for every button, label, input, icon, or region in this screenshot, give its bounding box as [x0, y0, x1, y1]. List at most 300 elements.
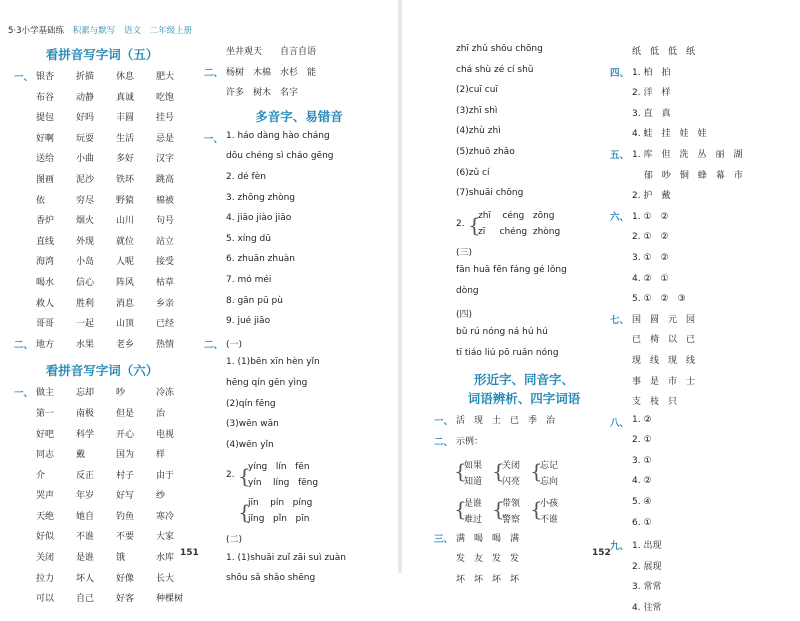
- question-number: 五、: [610, 149, 630, 161]
- example-word: 小孩: [540, 498, 559, 509]
- answer-row: [14, 509, 190, 530]
- answer-text: 坐井观天 自言自语: [226, 47, 317, 57]
- answer-text: 坏 坏 坏 坏: [456, 574, 520, 585]
- answer-row: [204, 213, 394, 234]
- answer-text: 7. mó méi: [226, 274, 272, 285]
- brace-icon: {: [530, 458, 543, 483]
- answer-row: [434, 434, 614, 455]
- answer-word: 大家: [156, 532, 175, 543]
- answer-word: 拉力: [36, 573, 55, 584]
- answer-row: [14, 193, 190, 214]
- answer-word: 海湾: [36, 257, 55, 268]
- answer-word: 挂号: [156, 113, 175, 124]
- answer-word: 第一: [36, 408, 55, 419]
- answer-text: (4)zhù zhì: [456, 126, 501, 137]
- answer-row: [204, 573, 394, 594]
- answer-word: 小曲: [76, 154, 95, 165]
- answer-row: [610, 188, 790, 209]
- answer-word: 乡亲: [156, 298, 175, 309]
- question-number: 九、: [610, 541, 630, 553]
- question-number: 二、: [204, 339, 224, 351]
- answer-word: 喝水: [36, 277, 55, 288]
- answer-row: [610, 476, 790, 497]
- grade-label: 二年级上册: [149, 26, 193, 36]
- pinyin-top: zhī céng zōng: [478, 210, 555, 221]
- word-answers-2: [434, 531, 614, 593]
- answer-row: [434, 413, 614, 434]
- question-number: 七、: [610, 314, 630, 326]
- answer-word: 依: [36, 195, 46, 206]
- answer-row: [610, 435, 790, 456]
- answer-row: [610, 497, 790, 518]
- pinyin-bottom: yín líng fēng: [248, 478, 319, 489]
- answer-word: 已经: [156, 319, 175, 330]
- answer-word: 由于: [156, 470, 175, 481]
- answer-row: [434, 168, 614, 189]
- answer-text: 5. ④: [632, 497, 652, 508]
- question-number: 四、: [610, 67, 630, 79]
- answer-word: 消息: [116, 298, 135, 309]
- answer-row: [610, 353, 790, 374]
- answer-text: 国 圆 元 园: [632, 314, 696, 325]
- answer-row: [434, 85, 614, 106]
- answer-text: (四): [456, 309, 473, 320]
- brand-label: 5·3小学基础练: [8, 26, 65, 36]
- answer-text: (5)zhuō zhǎo: [456, 146, 515, 157]
- answer-word: 坏人: [76, 573, 95, 584]
- answer-row: [14, 571, 190, 592]
- answer-word: 长大: [156, 573, 175, 584]
- answer-word: 图画: [36, 174, 55, 185]
- left-page: [0, 0, 400, 605]
- answer-word: 反正: [76, 470, 95, 481]
- answer-word: 接受: [156, 257, 175, 268]
- answer-word: 休息: [116, 72, 135, 82]
- answer-text: 郁 吵 铜 蜂 幕 市: [632, 170, 743, 181]
- answer-row: [204, 44, 394, 65]
- answer-row: [14, 110, 190, 131]
- answer-text: 4. 蛙 挂 娃 娃: [632, 129, 707, 140]
- pinyin-top: yíng lín fēn: [248, 462, 310, 473]
- pinyin-brace-group-2: [434, 209, 614, 245]
- example-word: 忘向: [540, 476, 559, 487]
- answer-word: 泥沙: [76, 174, 95, 185]
- answer-text: 1. (1)shuāi zuǐ zāi suì zuàn: [226, 552, 346, 563]
- answer-text: 1. 柏 拍: [632, 67, 671, 78]
- answer-row: [204, 85, 394, 106]
- answer-word: 信心: [76, 277, 95, 288]
- answer-word: 站立: [156, 236, 175, 247]
- answer-row: [204, 553, 394, 574]
- answer-row: [204, 399, 394, 420]
- answer-word: 野猿: [116, 195, 135, 206]
- answer-row: [610, 312, 790, 333]
- answer-text: 5. ① ② ③: [632, 294, 686, 305]
- answer-text: (7)shuāi chōng: [456, 188, 524, 199]
- answer-row: [610, 168, 790, 189]
- brace-icon: {: [492, 458, 505, 483]
- answer-row: [14, 213, 190, 234]
- answer-row: [610, 147, 790, 168]
- answer-word: 好写: [116, 491, 135, 502]
- answer-row: [610, 394, 790, 415]
- answer-row: [204, 532, 394, 553]
- section-title-6: 看拼音写字词（六）: [45, 363, 159, 379]
- answer-row: [204, 378, 394, 399]
- answer-row: [14, 427, 190, 448]
- answer-word: 村子: [116, 470, 135, 481]
- answer-text: (一): [226, 339, 243, 350]
- left-column-2: [204, 44, 394, 594]
- answer-text: 发 友 发 发: [456, 554, 520, 565]
- answer-row: [610, 538, 790, 559]
- answer-row: [610, 600, 790, 621]
- answer-word: 南极: [76, 408, 95, 419]
- answer-row: [610, 291, 790, 312]
- answer-text: 3. 直 真: [632, 108, 671, 119]
- example-word: 知道: [464, 476, 483, 487]
- answer-row: [434, 147, 614, 168]
- question-number: 八、: [610, 417, 630, 429]
- answer-row: [434, 188, 614, 209]
- answer-word: 钓鱼: [116, 511, 135, 522]
- answer-word: 好像: [116, 573, 135, 584]
- question-number: 三、: [434, 533, 454, 545]
- answer-text: 3. ① ②: [632, 252, 669, 263]
- answer-word: 就位: [116, 236, 135, 247]
- section-title-polyphone: 多音字、易错音: [255, 108, 343, 124]
- answer-word: 汉字: [156, 154, 175, 165]
- answer-text: 1. (1)bēn xīn hèn yǐn: [226, 357, 320, 368]
- word-brace-groups: [434, 455, 614, 531]
- answer-word: 戴: [76, 450, 86, 461]
- answer-text: 3. 常常: [632, 582, 662, 593]
- char-answers: [610, 44, 790, 621]
- answer-row: [434, 286, 614, 307]
- answer-row: [610, 559, 790, 580]
- answer-word: 国为: [116, 450, 135, 461]
- answer-text: 纸 低 低 纸: [632, 47, 696, 57]
- answer-row: [14, 151, 190, 172]
- answer-text: 事 是 市 士: [632, 376, 696, 387]
- answer-row: [434, 265, 614, 286]
- answer-row: [204, 234, 394, 255]
- answer-row: [434, 572, 614, 593]
- answer-row: [14, 488, 190, 509]
- answer-row: [204, 151, 394, 172]
- answer-text: 1. ②: [632, 414, 652, 425]
- word-brace-group: [434, 493, 614, 531]
- answer-text: 2. ①: [632, 435, 652, 446]
- answer-text: 活 现 土 已 季 治: [456, 416, 556, 427]
- example-word: 忘记: [540, 460, 559, 471]
- pinyin-bottom: zī chéng zhòng: [478, 226, 561, 237]
- answer-row: [434, 531, 614, 552]
- answer-word: 地方: [36, 339, 55, 350]
- answer-row: [14, 275, 190, 296]
- answer-word: 冷冻: [156, 388, 175, 399]
- answer-word: 好吧: [36, 429, 55, 440]
- answer-text: 4. jiāo jiào jiāo: [226, 213, 292, 224]
- answer-text: hēng qín gēn yìng: [226, 377, 308, 388]
- answer-word: 不谁: [76, 532, 95, 543]
- answer-word: 香炉: [36, 216, 55, 227]
- example-word: 是谁: [464, 498, 483, 509]
- answer-text: (6)zǔ cí: [456, 167, 490, 178]
- answer-row: [14, 254, 190, 275]
- answer-text: 2. ① ②: [632, 232, 669, 243]
- answer-text: (2)qín fēng: [226, 398, 276, 409]
- answer-word: 她自: [76, 511, 95, 522]
- answer-text: 5. xíng dū: [226, 233, 271, 244]
- page-number-right: 152: [592, 548, 611, 558]
- example-word: 不谁: [540, 514, 559, 525]
- answer-word: 人呢: [116, 257, 135, 268]
- answer-word: 烟火: [76, 216, 95, 227]
- brace-pair: [204, 496, 394, 532]
- answer-row: [204, 440, 394, 461]
- answer-row: [14, 385, 190, 406]
- answer-row: [14, 296, 190, 317]
- answer-word: 样: [156, 450, 166, 461]
- answer-row: [14, 234, 190, 255]
- answer-word: 热情: [156, 339, 175, 350]
- answer-word: 老乡: [116, 339, 135, 350]
- pinyin-bottom: jǐng pǐn pīn: [248, 514, 310, 525]
- question-number: 一、: [14, 388, 34, 400]
- answer-word: 好客: [116, 594, 135, 605]
- answer-text: (3)wēn wān: [226, 419, 279, 430]
- answer-word: 寒冷: [156, 511, 175, 522]
- section-6-list: [14, 385, 190, 612]
- pinyin-answers: [434, 44, 614, 209]
- answer-text: 2. 护 戴: [632, 191, 671, 202]
- brace-icon: {: [454, 496, 467, 521]
- answer-text: 杨树 木棉 水杉 能: [226, 67, 317, 78]
- answer-word: 同志: [36, 450, 55, 461]
- answer-row: [434, 65, 614, 86]
- answer-word: 直线: [36, 236, 55, 247]
- answer-row: [434, 551, 614, 572]
- answer-word: 种棵树: [156, 594, 184, 605]
- answer-row: [14, 90, 190, 111]
- answer-row: [204, 296, 394, 317]
- answer-word: 年岁: [76, 491, 95, 502]
- answer-row: [610, 126, 790, 147]
- answer-row: [14, 468, 190, 489]
- answer-row: [434, 327, 614, 348]
- brace-icon: {: [530, 496, 543, 521]
- answer-text: 4. ②: [632, 476, 652, 487]
- answer-text: 1. ① ②: [632, 211, 669, 222]
- brace-pair: [434, 209, 614, 245]
- answer-word: 好啊: [36, 133, 55, 144]
- answer-word: 不要: [116, 532, 135, 543]
- answer-word: 自己: [76, 594, 95, 605]
- right-column-2: [610, 44, 790, 621]
- answer-word: 外现: [76, 236, 95, 247]
- answer-text: (2)cuī cuī: [456, 85, 498, 96]
- answer-word: 玩耍: [76, 133, 95, 144]
- answer-text: 4. ② ①: [632, 273, 669, 284]
- answer-row: [610, 518, 790, 539]
- answer-row: [610, 415, 790, 436]
- answer-row: [14, 337, 190, 358]
- answer-word: 介: [36, 470, 46, 481]
- question-number: 二、: [14, 339, 34, 351]
- answer-row: [204, 275, 394, 296]
- answer-word: 肥大: [156, 72, 175, 82]
- answer-word: 好似: [36, 532, 55, 543]
- answer-text: 满 喝 喝 满: [456, 533, 520, 544]
- answer-row: [610, 250, 790, 271]
- answer-text: 2. dé fèn: [226, 171, 266, 182]
- answer-text: 1. háo dàng hào cháng: [226, 130, 330, 141]
- answer-row: [204, 131, 394, 152]
- answer-row: [610, 106, 790, 127]
- answer-text: 1. 库 但 洗 丛 丽 湖: [632, 149, 743, 160]
- question-number: 六、: [610, 211, 630, 223]
- answer-word: 阵风: [116, 277, 135, 288]
- answer-row: [14, 69, 190, 90]
- section-5-list: [14, 69, 190, 357]
- answer-row: [14, 447, 190, 468]
- answer-word: 银杏: [36, 72, 55, 82]
- answer-row: [204, 357, 394, 378]
- answer-word: 治: [156, 408, 166, 419]
- answer-text: bǔ rú nóng ná hú hú: [456, 327, 548, 338]
- polyphone-list: [204, 131, 394, 461]
- answer-word: 真诚: [116, 92, 135, 103]
- answer-text: 8. gān pū pù: [226, 295, 283, 306]
- answer-row: [434, 245, 614, 266]
- answer-word: 电视: [156, 429, 175, 440]
- answer-word: 饿: [116, 553, 126, 564]
- answer-row: [610, 579, 790, 600]
- answer-text: 4. 往常: [632, 603, 662, 614]
- answer-text: dòng: [456, 285, 479, 296]
- series-label: 积累与默写: [72, 26, 116, 36]
- answer-row: [610, 209, 790, 230]
- answer-row: [434, 348, 614, 369]
- example-word: 闪亮: [502, 476, 521, 487]
- answer-row: [14, 172, 190, 193]
- answer-word: 胜利: [76, 298, 95, 309]
- answer-word: 好吗: [76, 113, 95, 124]
- answer-word: 水果: [76, 339, 95, 350]
- answer-row: [204, 419, 394, 440]
- answer-text: shōu sǎ shǎo shēng: [226, 573, 316, 584]
- answer-word: 忌是: [156, 133, 175, 144]
- answer-row: [204, 65, 394, 86]
- answer-row: [610, 332, 790, 353]
- answer-word: 跳高: [156, 174, 175, 185]
- answer-text: (二): [226, 535, 243, 546]
- word-brace-group: [434, 455, 614, 493]
- answer-row: [14, 316, 190, 337]
- answer-row: [204, 193, 394, 214]
- answer-row: [204, 337, 394, 358]
- answer-word: 枯草: [156, 277, 175, 288]
- answer-row: [204, 254, 394, 275]
- answer-word: 布谷: [36, 92, 55, 103]
- answer-text: 6. zhuān zhuàn: [226, 254, 296, 265]
- page-header: [8, 24, 198, 36]
- answer-text: 1. 出现: [632, 541, 662, 552]
- answer-text: (三): [456, 247, 473, 258]
- answer-text: 3. zhōng zhòng: [226, 192, 296, 203]
- question-number: 一、: [434, 416, 454, 428]
- answer-word: 棉被: [156, 195, 175, 206]
- answer-text: 支 枝 只: [632, 397, 678, 408]
- pinyin-brace-group: [204, 460, 394, 532]
- answer-text: 示例：: [456, 436, 484, 447]
- answer-word: 句号: [156, 216, 175, 227]
- section-title-7b: 词语辨析、四字词语: [467, 391, 581, 407]
- answer-word: 丰圆: [116, 113, 135, 124]
- answer-text: 9. jué jiāo: [226, 316, 271, 327]
- answer-word: 救人: [36, 298, 55, 309]
- example-word: 难过: [464, 514, 483, 525]
- answer-word: 哭声: [36, 491, 55, 502]
- answer-row: [610, 85, 790, 106]
- section-title-5: 看拼音写字词（五）: [45, 47, 159, 62]
- answer-row: [610, 456, 790, 477]
- answer-row: [434, 44, 614, 65]
- answer-word: 动静: [76, 92, 95, 103]
- example-word: 关闭: [502, 460, 521, 471]
- answer-word: 开心: [116, 429, 135, 440]
- answer-word: 天绝: [36, 511, 55, 522]
- answer-text: 已 椅 以 已: [632, 335, 696, 346]
- answer-text: dōu chéng sì cháo gēng: [226, 151, 334, 162]
- answer-word: 纱: [156, 491, 166, 502]
- answer-word: 但是: [116, 408, 135, 419]
- answer-word: 做主: [36, 388, 55, 399]
- answer-text: chá shù zé cí shǔ: [456, 64, 534, 75]
- answer-word: 铁环: [116, 174, 135, 185]
- answer-text: 现 线 现 线: [632, 355, 696, 366]
- section-title-7a: 形近字、同音字、: [473, 372, 574, 388]
- answer-row: [204, 172, 394, 193]
- answer-row: [434, 126, 614, 147]
- answer-word: 穷尽: [76, 195, 95, 206]
- brace-icon: {: [238, 500, 251, 525]
- answer-word: 折描: [76, 72, 95, 82]
- answer-word: 一起: [76, 319, 95, 330]
- polyphone-list-2: [204, 532, 394, 594]
- answer-text: 2. 展现: [632, 561, 662, 572]
- word-answers: [434, 413, 614, 454]
- answer-word: 水库: [156, 553, 175, 564]
- example-word: 如果: [464, 460, 483, 471]
- answer-row: [610, 271, 790, 292]
- answer-word: 忘却: [76, 388, 95, 399]
- answer-text: (4)wēn yǐn: [226, 439, 274, 450]
- subject-label: 语文: [123, 26, 141, 36]
- question-number: 一、: [204, 133, 224, 145]
- right-column-1: [434, 44, 614, 592]
- idiom-answers: [204, 44, 394, 106]
- answer-text: zhī zhǔ shōu chōng: [456, 44, 543, 54]
- answer-text: fān huā fēn fáng gé lǒng: [456, 265, 567, 276]
- answer-word: 是谁: [76, 553, 95, 564]
- answer-word: 哥哥: [36, 319, 55, 330]
- question-number: 二、: [434, 436, 454, 448]
- answer-row: [14, 131, 190, 152]
- answer-text: 6. ①: [632, 517, 652, 528]
- brace-icon: {: [238, 464, 251, 489]
